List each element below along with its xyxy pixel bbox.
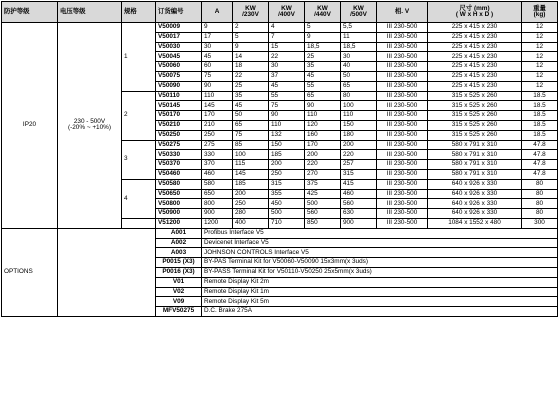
order-code: V50460: [156, 169, 202, 179]
kw-400v-value: 22: [269, 52, 305, 62]
order-code: V50170: [156, 111, 202, 121]
header-kw-500v: KW /500V: [341, 2, 377, 23]
kw-500v-value: 180: [341, 130, 377, 140]
dimensions-value: 315 x 525 x 260: [428, 101, 522, 111]
dimensions-value: 640 x 926 x 330: [428, 179, 522, 189]
weight-value: 12: [522, 81, 558, 91]
phase-value: III 230-500: [377, 150, 428, 160]
kw-230v-value: 280: [233, 209, 269, 219]
weight-value: 12: [522, 23, 558, 33]
phase-value: III 230-500: [377, 160, 428, 170]
kw-230v-value: 185: [233, 179, 269, 189]
order-code: V50650: [156, 189, 202, 199]
weight-value: 18.5: [522, 91, 558, 101]
phase-value: III 230-500: [377, 209, 428, 219]
kw-500v-value: 257: [341, 160, 377, 170]
amps-value: 9: [202, 23, 233, 33]
weight-value: 47.8: [522, 140, 558, 150]
phase-value: III 230-500: [377, 169, 428, 179]
kw-400v-value: 132: [269, 130, 305, 140]
option-description: Profibus Interface V5: [202, 228, 558, 238]
kw-400v-value: 110: [269, 120, 305, 130]
options-label: OPTIONS: [2, 228, 58, 316]
option-row: [2, 228, 558, 238]
header-dimensions: 尺寸 (mm) ( W x H x D ): [428, 2, 522, 23]
kw-400v-value: 250: [269, 169, 305, 179]
order-code: V50030: [156, 42, 202, 52]
option-description: Devicenet Interface V5: [202, 238, 558, 248]
dimensions-value: 580 x 791 x 310: [428, 169, 522, 179]
header-order-number: 订货编号: [156, 2, 202, 23]
kw-230v-value: 35: [233, 91, 269, 101]
phase-value: III 230-500: [377, 32, 428, 42]
dimensions-value: 315 x 525 x 260: [428, 120, 522, 130]
amps-value: 580: [202, 179, 233, 189]
order-code: V50009: [156, 23, 202, 33]
weight-value: 12: [522, 62, 558, 72]
order-code: V50075: [156, 71, 202, 81]
kw-230v-value: 65: [233, 120, 269, 130]
phase-value: III 230-500: [377, 199, 428, 209]
kw-400v-value: 500: [269, 209, 305, 219]
amps-value: 800: [202, 199, 233, 209]
weight-value: 18.5: [522, 111, 558, 121]
phase-value: III 230-500: [377, 52, 428, 62]
dimensions-value: 225 x 415 x 230: [428, 42, 522, 52]
kw-500v-value: 150: [341, 120, 377, 130]
kw-500v-value: 100: [341, 101, 377, 111]
amps-value: 45: [202, 52, 233, 62]
kw-500v-value: 5,5: [341, 23, 377, 33]
dimensions-value: 640 x 926 x 330: [428, 209, 522, 219]
options-body: [2, 228, 558, 316]
kw-400v-value: 45: [269, 81, 305, 91]
kw-230v-value: 115: [233, 160, 269, 170]
amps-value: 30: [202, 42, 233, 52]
kw-400v-value: 90: [269, 111, 305, 121]
dimensions-value: 225 x 415 x 230: [428, 52, 522, 62]
kw-440v-value: 65: [305, 91, 341, 101]
kw-440v-value: 90: [305, 101, 341, 111]
amps-value: 1200: [202, 218, 233, 228]
weight-value: 18.5: [522, 130, 558, 140]
kw-230v-value: 45: [233, 101, 269, 111]
kw-400v-value: 450: [269, 199, 305, 209]
kw-500v-value: 315: [341, 169, 377, 179]
amps-value: 250: [202, 130, 233, 140]
kw-400v-value: 15: [269, 42, 305, 52]
kw-500v-value: 630: [341, 209, 377, 219]
kw-500v-value: 11: [341, 32, 377, 42]
dimensions-value: 315 x 525 x 260: [428, 111, 522, 121]
phase-value: III 230-500: [377, 120, 428, 130]
kw-230v-value: 50: [233, 111, 269, 121]
weight-value: 12: [522, 42, 558, 52]
kw-400v-value: 4: [269, 23, 305, 33]
kw-400v-value: 55: [269, 91, 305, 101]
kw-230v-value: 14: [233, 52, 269, 62]
header-amps: A: [202, 2, 233, 23]
kw-400v-value: 355: [269, 189, 305, 199]
option-code: A001: [156, 228, 202, 238]
kw-440v-value: 9: [305, 32, 341, 42]
phase-value: III 230-500: [377, 140, 428, 150]
kw-440v-value: 220: [305, 160, 341, 170]
kw-400v-value: 315: [269, 179, 305, 189]
option-description: JOHNSON CONTROLS Interface V5: [202, 248, 558, 258]
dimensions-value: 640 x 926 x 330: [428, 199, 522, 209]
frame-size: [122, 218, 156, 228]
protection-class: IP20: [2, 23, 58, 229]
order-code: V50250: [156, 130, 202, 140]
kw-440v-value: 170: [305, 140, 341, 150]
kw-230v-value: 85: [233, 140, 269, 150]
kw-440v-value: 375: [305, 179, 341, 189]
dimensions-value: 580 x 791 x 310: [428, 140, 522, 150]
kw-400v-value: 30: [269, 62, 305, 72]
amps-value: 145: [202, 101, 233, 111]
weight-value: 12: [522, 71, 558, 81]
weight-value: 80: [522, 209, 558, 219]
kw-500v-value: 900: [341, 218, 377, 228]
phase-value: III 230-500: [377, 130, 428, 140]
option-description: D.C. Brake 275A: [202, 307, 558, 317]
kw-230v-value: 145: [233, 169, 269, 179]
kw-230v-value: 25: [233, 81, 269, 91]
kw-230v-value: 200: [233, 189, 269, 199]
order-code: V50210: [156, 120, 202, 130]
header-weight: 重量 (kg): [522, 2, 558, 23]
weight-value: 12: [522, 52, 558, 62]
header-protection: 防护等级: [2, 2, 58, 23]
phase-value: III 230-500: [377, 81, 428, 91]
kw-440v-value: 55: [305, 81, 341, 91]
order-code: V51200: [156, 218, 202, 228]
frame-size: 2: [122, 91, 156, 140]
kw-230v-value: 100: [233, 150, 269, 160]
kw-440v-value: 160: [305, 130, 341, 140]
kw-230v-value: 18: [233, 62, 269, 72]
kw-500v-value: 460: [341, 189, 377, 199]
order-code: V50017: [156, 32, 202, 42]
kw-400v-value: 37: [269, 71, 305, 81]
kw-500v-value: 65: [341, 81, 377, 91]
dimensions-value: 225 x 415 x 230: [428, 81, 522, 91]
order-code: V50145: [156, 101, 202, 111]
phase-value: III 230-500: [377, 23, 428, 33]
weight-value: 47.8: [522, 160, 558, 170]
order-code: V50275: [156, 140, 202, 150]
kw-440v-value: 270: [305, 169, 341, 179]
header-kw-440v: KW /440V: [305, 2, 341, 23]
order-code: V50580: [156, 179, 202, 189]
header-phase: 相. V: [377, 2, 428, 23]
amps-value: 75: [202, 71, 233, 81]
drive-spec-table: [1, 1, 558, 317]
dimensions-value: 225 x 415 x 230: [428, 71, 522, 81]
kw-400v-value: 75: [269, 101, 305, 111]
kw-440v-value: 500: [305, 199, 341, 209]
dimensions-value: 580 x 791 x 310: [428, 150, 522, 160]
kw-500v-value: 50: [341, 71, 377, 81]
voltage-range: 230 - 500V: [73, 117, 106, 125]
dimensions-value: 580 x 791 x 310: [428, 160, 522, 170]
amps-value: 330: [202, 150, 233, 160]
dimensions-value: 315 x 525 x 260: [428, 91, 522, 101]
weight-value: 47.8: [522, 150, 558, 160]
kw-500v-value: 40: [341, 62, 377, 72]
kw-440v-value: 110: [305, 111, 341, 121]
kw-500v-value: 110: [341, 111, 377, 121]
table-row: [2, 23, 558, 33]
table-body: [2, 23, 558, 229]
order-code: V50330: [156, 150, 202, 160]
spec-sheet: [1, 1, 559, 399]
option-code: P0015 (X3): [156, 258, 202, 268]
voltage-range-cell: [58, 23, 122, 229]
kw-230v-value: 22: [233, 71, 269, 81]
amps-value: 370: [202, 160, 233, 170]
header-kw-230v: KW /230V: [233, 2, 269, 23]
order-code: V50370: [156, 160, 202, 170]
amps-value: 900: [202, 209, 233, 219]
option-description: BY-PAS Terminal Kit for V50060-V50090 15x3mm(x 3uds): [202, 258, 558, 268]
voltage-tolerance: (-20% ~ +10%): [68, 124, 111, 132]
dimensions-value: 1084 x 1552 x 480: [428, 218, 522, 228]
kw-440v-value: 200: [305, 150, 341, 160]
header-kw-400v: KW /400V: [269, 2, 305, 23]
order-code: V50090: [156, 81, 202, 91]
order-code: V50900: [156, 209, 202, 219]
frame-size: 4: [122, 179, 156, 218]
phase-value: III 230-500: [377, 111, 428, 121]
phase-value: III 230-500: [377, 101, 428, 111]
kw-440v-value: 5: [305, 23, 341, 33]
kw-400v-value: 7: [269, 32, 305, 42]
phase-value: III 230-500: [377, 42, 428, 52]
kw-440v-value: 35: [305, 62, 341, 72]
phase-value: III 230-500: [377, 71, 428, 81]
option-description: BY-PASS Terminal Kit for V50110-V50250 25x5mm(x 3uds): [202, 267, 558, 277]
amps-value: 60: [202, 62, 233, 72]
option-code: V01: [156, 277, 202, 287]
phase-value: III 230-500: [377, 62, 428, 72]
amps-value: 90: [202, 81, 233, 91]
option-code: V09: [156, 297, 202, 307]
header-voltage: 电压等级: [58, 2, 122, 23]
option-code: MFV50275: [156, 307, 202, 317]
amps-value: 460: [202, 169, 233, 179]
dimensions-value: 225 x 415 x 230: [428, 62, 522, 72]
weight-value: 18.5: [522, 120, 558, 130]
option-code: V02: [156, 287, 202, 297]
kw-230v-value: 5: [233, 32, 269, 42]
kw-440v-value: 850: [305, 218, 341, 228]
frame-size: 3: [122, 140, 156, 179]
kw-230v-value: 9: [233, 42, 269, 52]
weight-value: 18.5: [522, 101, 558, 111]
weight-value: 80: [522, 199, 558, 209]
dimensions-value: 225 x 415 x 230: [428, 32, 522, 42]
order-code: V50045: [156, 52, 202, 62]
kw-440v-value: 560: [305, 209, 341, 219]
amps-value: 210: [202, 120, 233, 130]
kw-400v-value: 710: [269, 218, 305, 228]
dimensions-value: 315 x 525 x 260: [428, 130, 522, 140]
amps-value: 17: [202, 32, 233, 42]
option-description: Remote Display Kit 2m: [202, 277, 558, 287]
kw-400v-value: 200: [269, 160, 305, 170]
order-code: V50060: [156, 62, 202, 72]
amps-value: 650: [202, 189, 233, 199]
weight-value: 12: [522, 32, 558, 42]
header-frame: 规格: [122, 2, 156, 23]
kw-440v-value: 18,5: [305, 42, 341, 52]
kw-500v-value: 560: [341, 199, 377, 209]
kw-440v-value: 425: [305, 189, 341, 199]
kw-500v-value: 80: [341, 91, 377, 101]
option-code: A002: [156, 238, 202, 248]
kw-440v-value: 45: [305, 71, 341, 81]
kw-440v-value: 25: [305, 52, 341, 62]
phase-value: III 230-500: [377, 189, 428, 199]
amps-value: 275: [202, 140, 233, 150]
phase-value: III 230-500: [377, 91, 428, 101]
table-header: [2, 2, 558, 23]
kw-500v-value: 30: [341, 52, 377, 62]
kw-500v-value: 220: [341, 150, 377, 160]
option-description: Remote Display Kit 5m: [202, 297, 558, 307]
kw-230v-value: 250: [233, 199, 269, 209]
dimensions-value: 640 x 926 x 330: [428, 189, 522, 199]
amps-value: 170: [202, 111, 233, 121]
kw-400v-value: 150: [269, 140, 305, 150]
kw-500v-value: 200: [341, 140, 377, 150]
kw-230v-value: 400: [233, 218, 269, 228]
weight-value: 300: [522, 218, 558, 228]
header-row: [2, 2, 558, 23]
kw-230v-value: 2: [233, 23, 269, 33]
order-code: V50800: [156, 199, 202, 209]
option-code: P0016 (X3): [156, 267, 202, 277]
options-blank-cell: [58, 228, 156, 316]
kw-500v-value: 415: [341, 179, 377, 189]
dimensions-value: 225 x 415 x 230: [428, 23, 522, 33]
weight-value: 80: [522, 189, 558, 199]
phase-value: III 230-500: [377, 179, 428, 189]
kw-230v-value: 75: [233, 130, 269, 140]
kw-440v-value: 120: [305, 120, 341, 130]
order-code: V50110: [156, 91, 202, 101]
weight-value: 47.8: [522, 169, 558, 179]
kw-500v-value: 18,5: [341, 42, 377, 52]
amps-value: 110: [202, 91, 233, 101]
phase-value: III 230-500: [377, 218, 428, 228]
option-description: Remote Display Kit 1m: [202, 287, 558, 297]
weight-value: 80: [522, 179, 558, 189]
kw-400v-value: 185: [269, 150, 305, 160]
frame-size: 1: [122, 23, 156, 92]
option-code: A003: [156, 248, 202, 258]
